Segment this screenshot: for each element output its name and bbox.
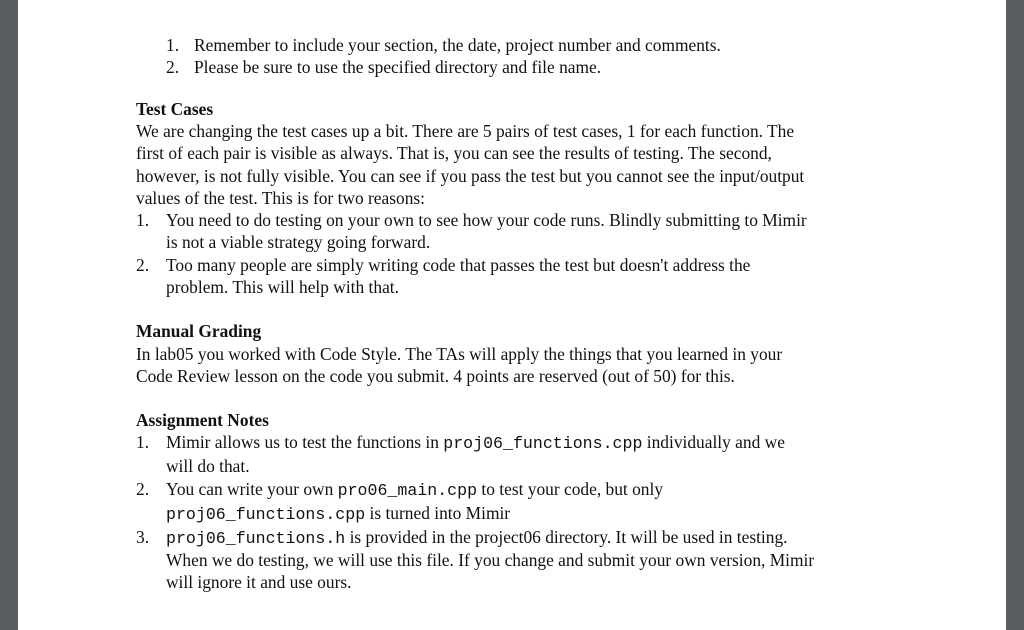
- list-item: You need to do testing on your own to see how your code runs. Blindly submitting to Mimir: [166, 210, 807, 230]
- text-run: is provided in the project06 directory. It will be used in testing.: [345, 527, 788, 547]
- paragraph-line: however, is not fully visible. You can see if you pass the test but you cannot see the input/output: [136, 166, 805, 186]
- code-filename: proj06_functions.cpp: [443, 434, 643, 453]
- paragraph-line: In lab05 you worked with Code Style. The TAs will apply the things that you learned in your: [136, 344, 783, 364]
- list-item: [166, 478, 663, 502]
- list-item-continuation: is not a viable strategy going forward.: [166, 232, 431, 252]
- document-page: [18, 0, 1006, 630]
- paragraph-line: Code Review lesson on the code you submit. 4 points are reserved (out of 50) for this.: [136, 366, 735, 386]
- list-number: 2.: [136, 479, 150, 499]
- list-item: [166, 526, 788, 550]
- list-item-continuation: [166, 502, 510, 526]
- paragraph-line: values of the test. This is for two reasons:: [136, 188, 425, 208]
- text-run: is turned into Mimir: [365, 503, 511, 523]
- list-number: 2.: [166, 57, 180, 77]
- code-filename: proj06_functions.cpp: [166, 505, 366, 524]
- list-number: 1.: [136, 432, 150, 452]
- section-heading: Test Cases: [136, 99, 214, 119]
- list-item-continuation: problem. This will help with that.: [166, 277, 399, 297]
- text-run: Mimir allows us to test the functions in: [166, 432, 444, 452]
- paragraph-line: first of each pair is visible as always. That is, you can see the results of testing. The second,: [136, 143, 772, 163]
- section-heading: Assignment Notes: [136, 410, 269, 430]
- list-item: [166, 431, 785, 455]
- code-filename: proj06_functions.h: [166, 529, 346, 548]
- list-item-continuation: will do that.: [166, 456, 250, 476]
- text-run: individually and we: [642, 432, 785, 452]
- code-filename: pro06_main.cpp: [337, 481, 478, 500]
- list-item: Remember to include your section, the date, project number and comments.: [194, 35, 721, 55]
- list-item: Too many people are simply writing code that passes the test but doesn't address the: [166, 255, 751, 275]
- list-number: 2.: [136, 255, 150, 275]
- text-run: to test your code, but only: [477, 479, 664, 499]
- list-number: 1.: [136, 210, 150, 230]
- list-item-continuation: When we do testing, we will use this file. If you change and submit your own version, Mimir: [166, 550, 815, 570]
- section-heading: Manual Grading: [136, 321, 262, 341]
- list-number: 3.: [136, 527, 150, 547]
- list-number: 1.: [166, 35, 180, 55]
- list-item-continuation: will ignore it and use ours.: [166, 572, 352, 592]
- text-run: You can write your own: [166, 479, 338, 499]
- list-item: Please be sure to use the specified directory and file name.: [194, 57, 602, 77]
- paragraph-line: We are changing the test cases up a bit. There are 5 pairs of test cases, 1 for each function. The: [136, 121, 795, 141]
